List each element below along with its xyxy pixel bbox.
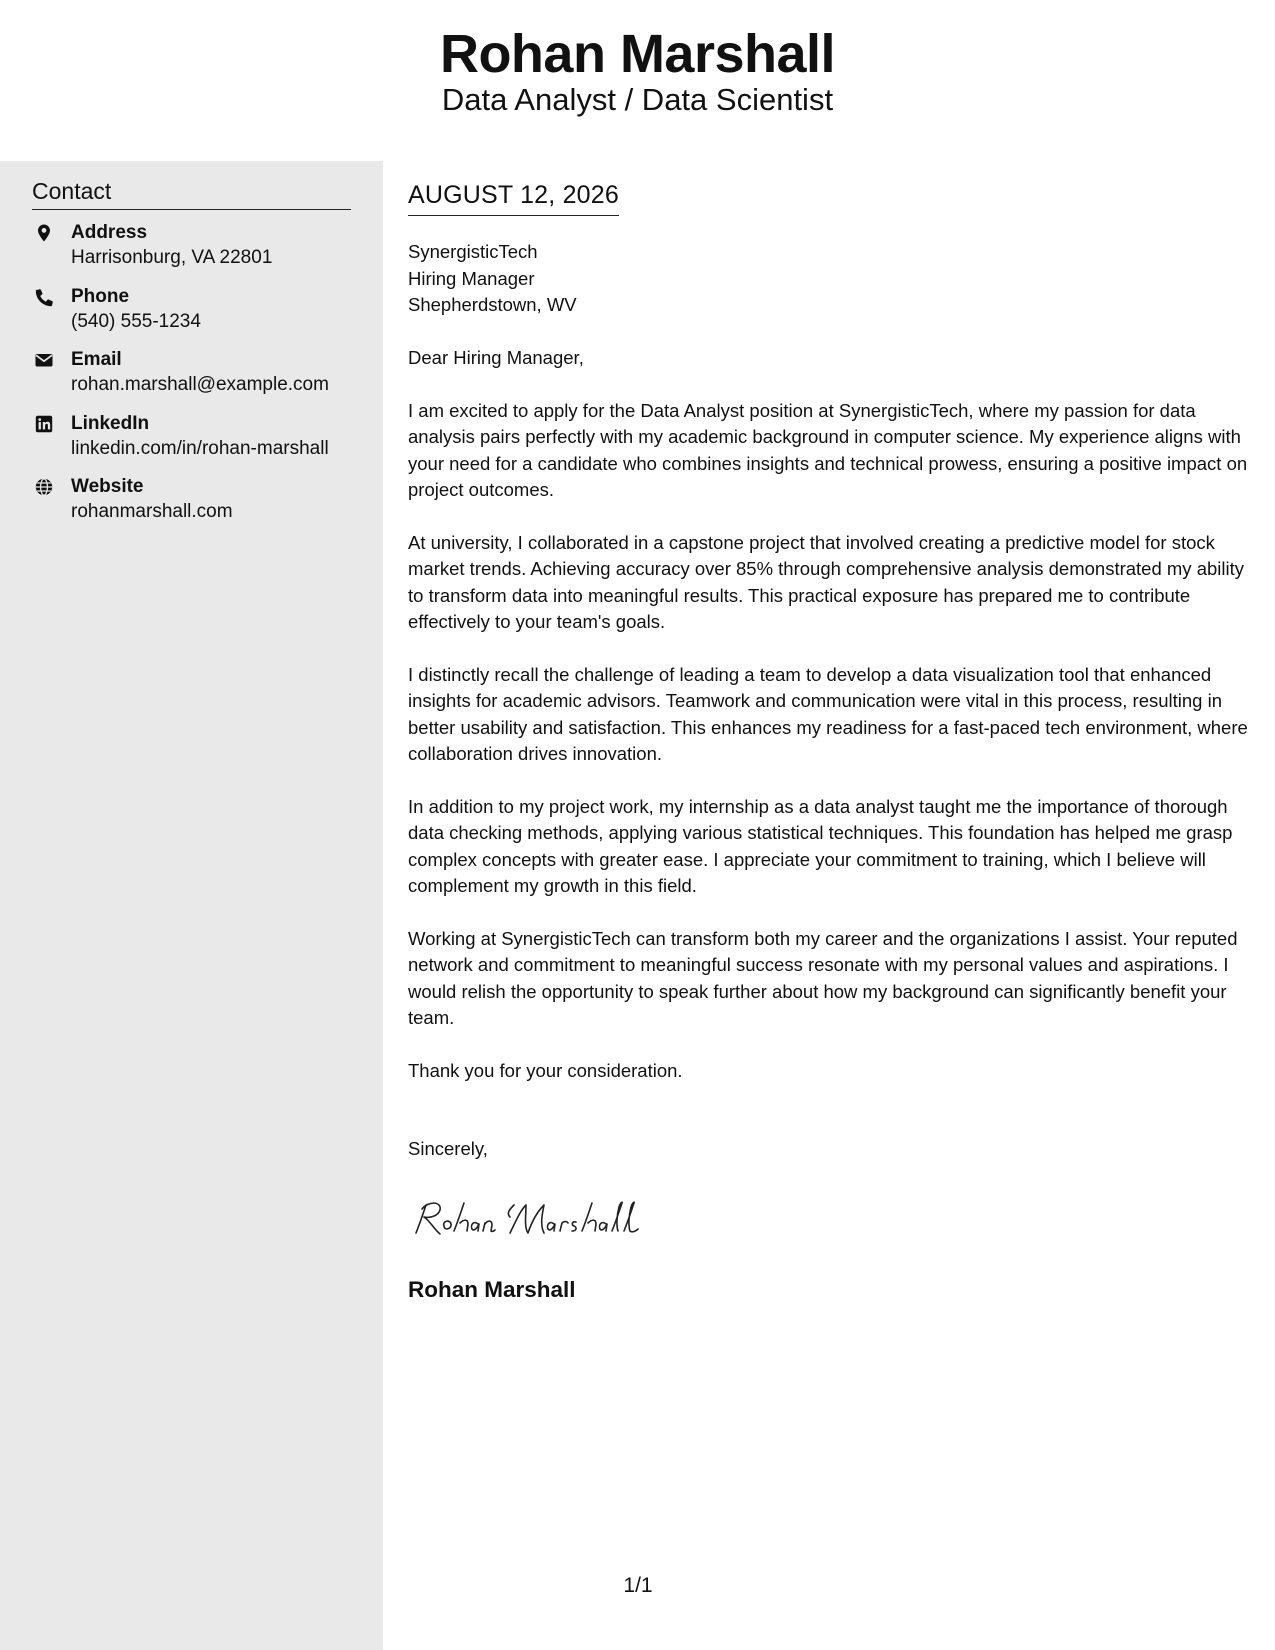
contact-item-phone (32, 285, 362, 349)
page-number: 1/1 (623, 1574, 653, 1597)
phone-icon (34, 287, 54, 307)
recipient-block (408, 239, 577, 319)
contact-label: Email (71, 349, 122, 370)
contact-value-email: rohan.marshall@example.com (71, 374, 329, 395)
contact-sidebar (0, 161, 383, 1650)
closing-thanks: Thank you for your consideration. (408, 1060, 683, 1081)
contact-value-phone: (540) 555-1234 (71, 310, 201, 332)
body-paragraph: In addition to my project work, my internship as a data analyst taught me the importance of thorough data checking methods, applying various statistical techniques. This foundation has helped me grasp complex concepts with greater ease. I appreciate your commitment to training, which I believe will complement my growth in this field. (408, 796, 1233, 897)
linkedin-icon (34, 414, 54, 434)
letter-header (0, 0, 1275, 161)
letter-date: AUGUST 12, 2026 (408, 179, 619, 216)
envelope-icon (34, 350, 54, 370)
globe-icon (34, 477, 54, 497)
greeting: Dear Hiring Manager, (408, 347, 584, 368)
contact-value-linkedin: linkedin.com/in/rohan-marshall (71, 437, 329, 459)
contact-item-address (32, 221, 362, 285)
contact-item-linkedin (32, 412, 362, 476)
recipient-company: SynergisticTech (408, 241, 538, 262)
sign-off: Sincerely, (408, 1138, 488, 1159)
contact-label: Phone (71, 285, 130, 307)
contact-label: Website (71, 476, 144, 497)
contact-label: LinkedIn (71, 412, 150, 434)
body-paragraph: At university, I collaborated in a capstone project that involved creating a predictive model for stock market trends. Achieving accuracy over 85% through comprehensive analysis demonstrated my ability to transform data into meaningful results. This practical exposure has prepared me to contribute effectively to your team's goals. (408, 532, 1244, 633)
contact-item-website (32, 475, 362, 539)
recipient-role: Hiring Manager (408, 267, 535, 289)
body-paragraph: I am excited to apply for the Data Analyst position at SynergisticTech, where my passion for data analysis pairs perfectly with my academic background in computer science. My experience aligns with your need for a candidate who combines insights and technical prowess, ensuring a positive impact on project outcomes. (408, 400, 1248, 501)
applicant-name: Rohan Marshall (439, 24, 836, 84)
applicant-title: Data Analyst / Data Scientist (441, 82, 834, 117)
contact-label: Address (71, 222, 148, 243)
contact-heading: Contact (32, 175, 351, 210)
map-pin-icon (34, 223, 54, 243)
recipient-location: Shepherdstown, WV (408, 294, 577, 315)
contact-value-website: rohanmarshall.com (71, 501, 233, 522)
body-paragraph: I distinctly recall the challenge of leading a team to develop a data visualization tool that enhanced insights for academic advisors. Teamwork and communication were vital in this process, resulting in better usability and satisfaction. This enhances my readiness for a fast-paced tech environment, where collaboration drives innovation. (408, 664, 1248, 765)
contact-list (32, 221, 362, 539)
body-paragraph: Working at SynergisticTech can transform both my career and the organizations I assist. Your reputed network and commitment to meaningful success resonate with my personal values and aspirations. I would relish the opportunity to speak further about how my background can significantly benefit your team. (408, 928, 1238, 1029)
handwritten-signature (410, 1193, 670, 1243)
contact-value-address: Harrisonburg, VA 22801 (71, 247, 273, 268)
signer-name: Rohan Marshall (408, 1277, 576, 1302)
contact-item-email (32, 348, 362, 412)
